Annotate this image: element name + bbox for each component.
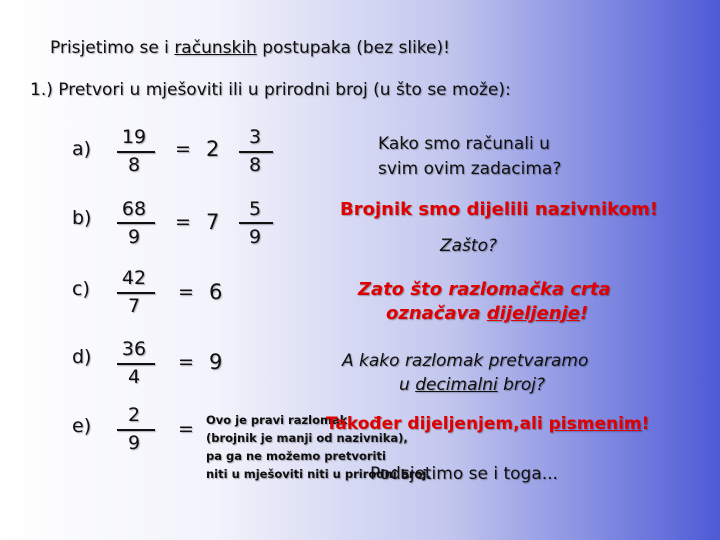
row-b-label: b) xyxy=(72,207,92,229)
row-d-denominator: 4 xyxy=(127,366,141,388)
row-a-numerator: 19 xyxy=(121,126,147,148)
title-underlined: računskih xyxy=(174,38,257,58)
row-d-numerator: 36 xyxy=(121,338,147,360)
row-b-result-bar xyxy=(239,222,273,224)
title-suffix: postupaka (bez slike)! xyxy=(256,38,450,58)
row-a-result-numerator: 3 xyxy=(248,126,262,148)
answer-1: Brojnik smo dijelili nazivnikom! xyxy=(340,199,658,220)
note-line-3: pa ga ne možemo pretvoriti xyxy=(206,449,386,463)
row-e-equals: = xyxy=(178,418,194,440)
row-b-result-numerator: 5 xyxy=(248,198,262,220)
row-a-result-denominator: 8 xyxy=(248,154,262,176)
question-3-underlined: decimalni xyxy=(415,375,498,395)
row-e-label: e) xyxy=(72,415,92,437)
answer-2-post: ! xyxy=(579,303,589,324)
answer-2-line-2 xyxy=(386,303,588,324)
answer-3-pre: Također dijeljenjem,ali xyxy=(326,414,549,434)
row-b-result-denominator: 9 xyxy=(248,226,262,248)
row-a-denominator: 8 xyxy=(127,154,141,176)
slide-title xyxy=(50,38,450,58)
row-a-whole: 2 xyxy=(206,137,220,161)
row-b-fraction-bar xyxy=(117,222,155,224)
answer-3 xyxy=(326,414,649,434)
row-b-equals: = xyxy=(175,211,191,233)
final-reminder: Podsjetimo se i toga... xyxy=(370,464,558,484)
row-a-equals: = xyxy=(175,138,191,160)
task-heading: 1.) Pretvori u mješoviti ili u prirodni broj (u što se može): xyxy=(30,80,511,100)
answer-3-post: ! xyxy=(641,414,650,434)
row-d-whole: 9 xyxy=(209,350,223,374)
note-line-1: Ovo je pravi razlomak xyxy=(206,413,348,427)
row-c-numerator: 42 xyxy=(121,267,147,289)
title-prefix: Prisjetimo se i xyxy=(50,38,175,58)
note-line-2: (brojnik je manji od nazivnika), xyxy=(206,431,408,445)
answer-3-underlined: pismenim xyxy=(548,414,642,434)
row-b-numerator: 68 xyxy=(121,198,147,220)
question-3-line-1: A kako razlomak pretvaramo xyxy=(342,351,589,371)
answer-2-line-1: Zato što razlomačka crta xyxy=(358,279,611,300)
question-1-line-2: svim ovim zadacima? xyxy=(378,159,562,179)
question-3-pre: u xyxy=(399,375,416,395)
row-c-equals: = xyxy=(178,281,194,303)
question-1-line-1: Kako smo računali u xyxy=(378,134,550,154)
row-c-whole: 6 xyxy=(209,280,223,304)
row-d-fraction-bar xyxy=(117,363,155,365)
row-e-denominator: 9 xyxy=(127,432,141,454)
row-c-label: c) xyxy=(72,278,90,300)
answer-2-underlined: dijeljenje xyxy=(486,303,580,324)
row-e-numerator: 2 xyxy=(127,404,141,426)
row-d-label: d) xyxy=(72,346,92,368)
answer-2-pre: označava xyxy=(386,303,487,324)
row-a-result-bar xyxy=(239,151,273,153)
row-c-denominator: 7 xyxy=(127,295,141,317)
row-c-fraction-bar xyxy=(117,292,155,294)
row-a-label: a) xyxy=(72,138,92,160)
row-e-fraction-bar xyxy=(117,429,155,431)
question-3-post: broj? xyxy=(497,375,546,395)
row-b-denominator: 9 xyxy=(127,226,141,248)
question-3-line-2 xyxy=(399,375,545,395)
row-a-fraction-bar xyxy=(117,151,155,153)
note-line-4: niti u mješoviti niti u prirodni broj. xyxy=(206,467,431,481)
question-2: Zašto? xyxy=(440,236,498,256)
row-b-whole: 7 xyxy=(206,210,220,234)
row-d-equals: = xyxy=(178,351,194,373)
